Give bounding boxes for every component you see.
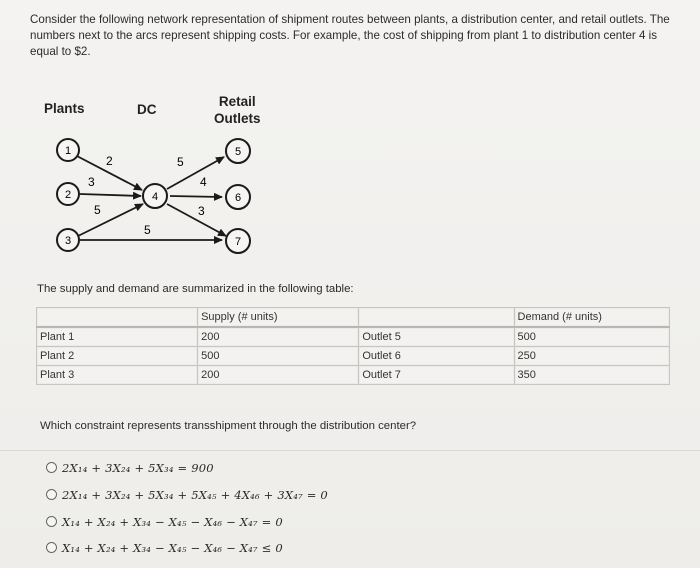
plant-name: Plant 1 [37,327,198,347]
arc-4-7 [167,204,226,236]
node-6-label: 6 [234,192,242,204]
option-4[interactable] [46,541,283,555]
cost-3-7: 5 [144,223,151,237]
node-5-label: 5 [234,146,242,158]
question-text: Which constraint represents transshipment through the distribution center? [40,420,417,432]
table-row [37,347,670,366]
radio-icon[interactable] [46,489,57,500]
node-6 [226,185,250,209]
demand-header: Demand (# units) [514,308,669,328]
demand-value: 500 [514,327,669,347]
supply-value: 200 [198,327,359,347]
node-2-label: 2 [64,189,72,201]
table-header-row [37,308,670,328]
supply-header: Supply (# units) [198,308,359,328]
node-5 [226,139,250,163]
option-3[interactable] [46,515,283,529]
node-3 [57,229,79,251]
header-empty-1 [37,308,198,328]
option-2-text: 2X₁₄ + 3X₂₄ + 5X₃₄ + 5X₄₅ + 4X₄₆ + 3X₄₇ = 0 [62,488,328,502]
option-2[interactable] [46,488,328,502]
cost-4-5: 5 [177,155,184,169]
table-row [37,366,670,385]
node-1-label: 1 [64,145,72,157]
outlet-name: Outlet 7 [359,366,514,385]
retail-header-line1: Retail [218,94,256,109]
radio-icon[interactable] [46,462,57,473]
arc-3-4 [78,204,143,236]
outlet-name: Outlet 5 [359,327,514,347]
option-1[interactable] [46,461,214,475]
arc-4-5 [167,157,224,189]
radio-icon[interactable] [46,542,57,553]
node-7-label: 7 [234,236,242,248]
problem-intro: Consider the following network representation of shipment routes between plants, a distribution center, and retail outlets. The numbers next to the arcs represent shipping costs. For example, the cost of shipping from plant 1 to distribution center 4 is equal to $2. [30,13,670,58]
dc-header: DC [137,102,157,117]
cost-4-7: 3 [198,204,205,218]
cost-3-4: 5 [94,203,101,217]
cost-2-4: 3 [88,175,95,189]
radio-icon[interactable] [46,516,57,527]
cost-1-4: 2 [106,154,113,168]
divider [0,450,700,451]
supply-demand-table [36,307,670,385]
plant-name: Plant 2 [37,347,198,366]
table-intro: The supply and demand are summarized in the following table: [37,283,354,295]
plant-name: Plant 3 [37,366,198,385]
outlet-name: Outlet 6 [359,347,514,366]
node-3-label: 3 [64,235,72,247]
supply-value: 500 [198,347,359,366]
retail-header-line2: Outlets [214,111,261,126]
supply-value: 200 [198,366,359,385]
arc-2-4 [80,194,141,196]
table-row [37,327,670,347]
node-4-label: 4 [151,191,159,203]
header-empty-2 [359,308,514,328]
cost-4-6: 4 [200,175,207,189]
plants-header: Plants [44,101,85,116]
node-7 [226,229,250,253]
node-1 [57,139,79,161]
node-4 [143,184,167,208]
demand-value: 350 [514,366,669,385]
option-1-text: 2X₁₄ + 3X₂₄ + 5X₃₄ = 900 [62,461,214,475]
arc-4-6 [170,196,222,197]
node-2 [57,183,79,205]
demand-value: 250 [514,347,669,366]
option-4-text: X₁₄ + X₂₄ + X₃₄ − X₄₅ − X₄₆ − X₄₇ ≤ 0 [62,541,283,555]
option-3-text: X₁₄ + X₂₄ + X₃₄ − X₄₅ − X₄₆ − X₄₇ = 0 [62,515,283,529]
